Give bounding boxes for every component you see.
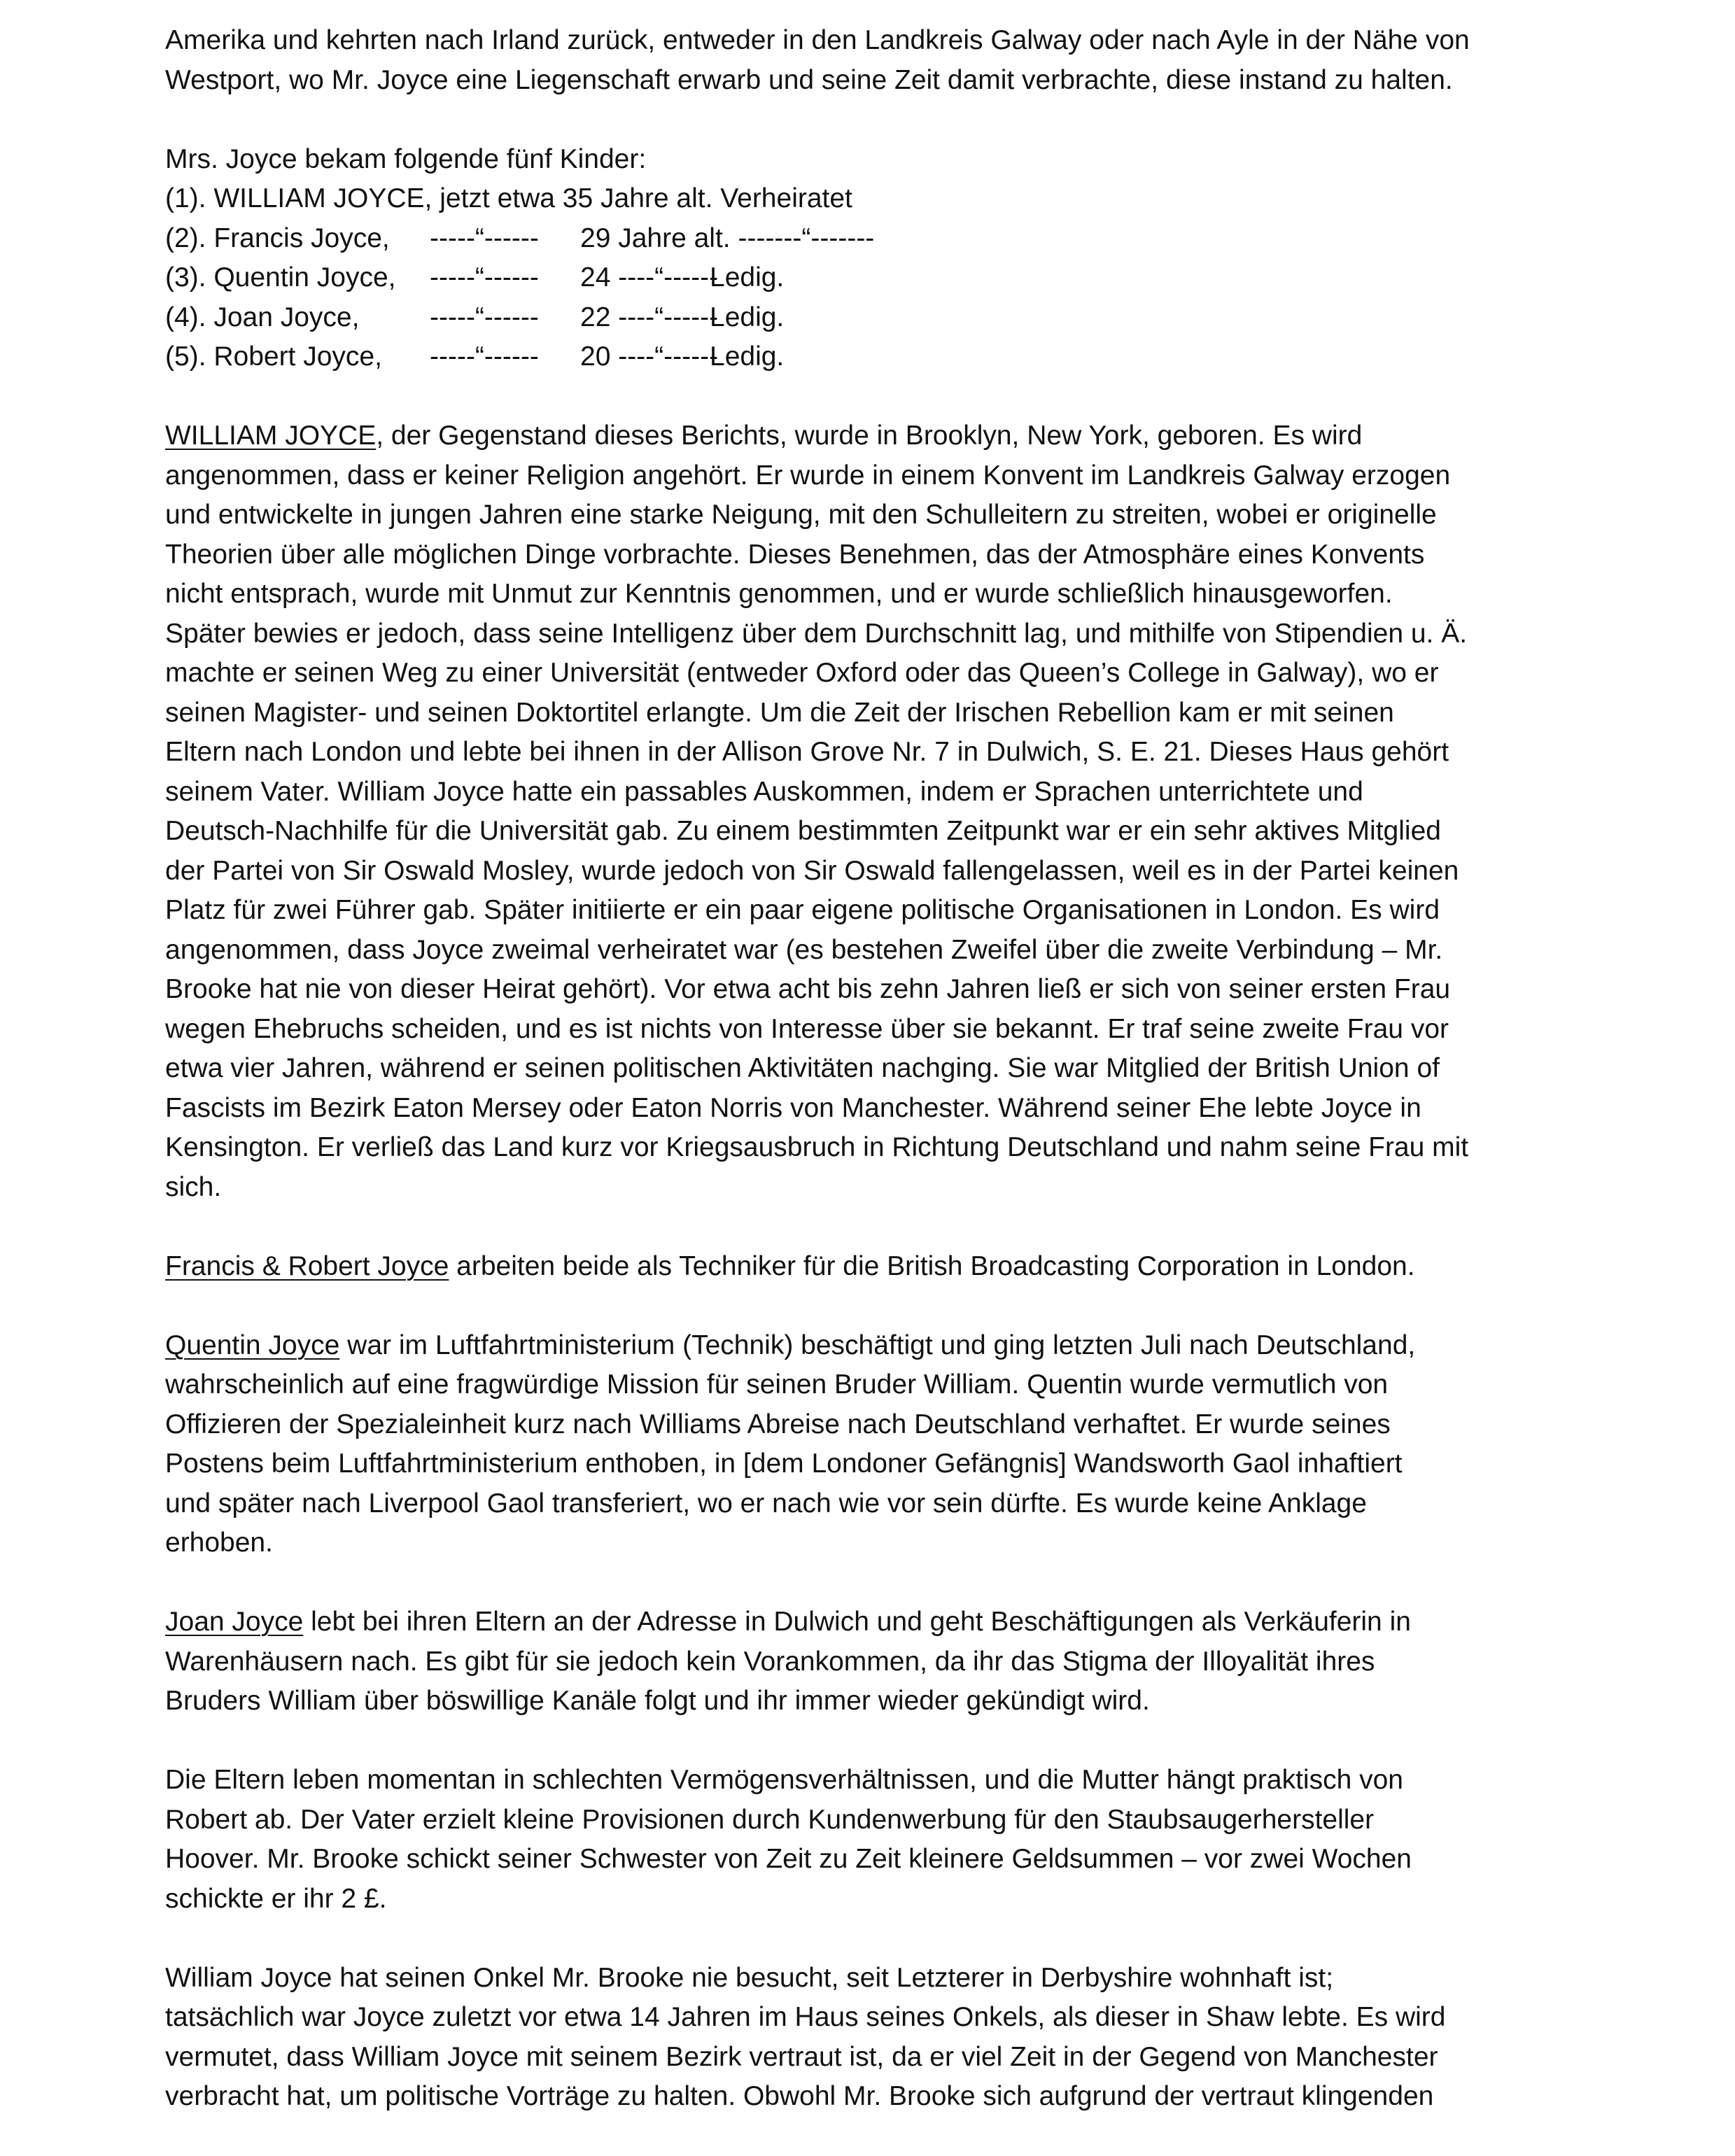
william-paragraph: [165, 416, 1593, 1207]
text-line: Postens beim Luftfahrtministerium enthoben, in [dem Londoner Gefängnis] Wandsworth Gaol inhaftiert: [165, 1449, 1403, 1479]
text-line: Amerika und kehrten nach Irland zurück, entweder in den Landkreis Galway oder nach Ayle in der Nähe von: [165, 25, 1470, 55]
text-line: Die Eltern leben momentan in schlechten Vermögensverhältnissen, und die Mutter hängt praktisch von: [165, 1765, 1403, 1795]
child-status: Ledig.: [710, 341, 785, 372]
child-age: 29 Jahre alt.: [580, 223, 731, 253]
text-line: erhoben.: [165, 1528, 273, 1558]
child-status: Ledig.: [710, 262, 785, 293]
text-line: angenommen, dass er keiner Religion angehört. Er wurde in einem Konvent im Landkreis Galway erzogen: [165, 460, 1451, 491]
child-entry: (1). WILLIAM JOYCE, jetzt etwa 35 Jahre alt. Verheiratet: [165, 183, 852, 213]
underlined-name: Francis & Robert Joyce: [165, 1250, 449, 1281]
child-ditto: -----“------: [430, 262, 539, 293]
text-line: Bruders William über böswillige Kanäle folgt und ihr immer wieder gekündigt wird.: [165, 1686, 1150, 1716]
text-line: Kensington. Er verließ das Land kurz vor Kriegsausbruch in Richtung Deutschland und nahm seine Frau mit: [165, 1132, 1469, 1162]
child-name: (2). Francis Joyce,: [165, 223, 390, 253]
text-line: [165, 1602, 1593, 1642]
underlined-name: Joan Joyce: [165, 1607, 304, 1637]
text-line: wegen Ehebruchs scheiden, und es ist nichts von Interesse über sie bekannt. Er traf seine zweite Frau vor: [165, 1013, 1449, 1044]
underlined-name: Quentin Joyce: [165, 1330, 340, 1360]
child-ditto: -----“------: [430, 341, 539, 372]
text-line: Robert ab. Der Vater erzielt kleine Provisionen durch Kundenwerbung für den Staubsaugerhersteller: [165, 1804, 1375, 1835]
text-line: nicht entsprach, wurde mit Unmut zur Kenntnis genommen, und er wurde schließlich hinausgeworfen.: [165, 579, 1393, 609]
text-line: Hoover. Mr. Brooke schickt seiner Schwester von Zeit zu Zeit kleinere Geldsummen – vor zwei Wochen: [165, 1844, 1412, 1874]
text-line: wahrscheinlich auf eine fragwürdige Mission für seinen Bruder William. Quentin wurde vermutlich von: [165, 1369, 1389, 1400]
text-line: Platz für zwei Führer gab. Später initiierte er ein paar eigene politische Organisationen in London. Es wird: [165, 895, 1440, 925]
text-line: angenommen, dass Joyce zweimal verheiratet war (es bestehen Zweifel über die zweite Verbindung – Mr.: [165, 934, 1443, 965]
text-line: tatsächlich war Joyce zuletzt vor etwa 14 Jahren im Haus seines Onkels, als dieser in Shaw lebte. Es wird: [165, 2002, 1446, 2032]
text-line: und entwickelte in jungen Jahren eine starke Neigung, mit den Schulleitern zu streiten, wobei er originelle: [165, 500, 1437, 530]
child-age: 22 ----“------: [580, 302, 719, 332]
francis-robert-paragraph: [165, 1247, 1593, 1287]
child-status: Ledig.: [710, 302, 785, 332]
children-list: [165, 140, 1593, 377]
text-line: [165, 1326, 1593, 1366]
text-line: Warenhäusern nach. Es gibt für sie jedoch kein Vorankommen, da ihr das Stigma der Illoyalität ihres: [165, 1646, 1375, 1677]
text-line: [165, 416, 1593, 456]
text-line: Fascists im Bezirk Eaton Mersey oder Eaton Norris von Manchester. Während seiner Ehe lebte Joyce in: [165, 1092, 1421, 1123]
child-name: (4). Joan Joyce,: [165, 302, 360, 332]
text-line: William Joyce hat seinen Onkel Mr. Brooke nie besucht, seit Letzterer in Derbyshire wohnhaft ist;: [165, 1962, 1334, 1993]
text-line: schickte er ihr 2 £.: [165, 1883, 387, 1914]
child-name: (5). Robert Joyce,: [165, 341, 382, 372]
child-row: [165, 337, 1593, 377]
text-line: Offizieren der Spezialeinheit kurz nach Williams Abreise nach Deutschland verhaftet. Er wurde seines: [165, 1409, 1391, 1439]
child-ditto: -----“------: [430, 302, 539, 332]
children-heading: Mrs. Joyce bekam folgende fünf Kinder:: [165, 143, 647, 174]
parents-paragraph: [165, 1761, 1593, 1919]
document-page: [165, 21, 1593, 2156]
text-span: , der Gegenstand dieses Berichts, wurde in Brooklyn, New York, geboren. Es wird: [376, 421, 1363, 451]
child-row: [165, 258, 1593, 298]
text-line: verbracht hat, um politische Vorträge zu halten. Obwohl Mr. Brooke sich aufgrund der vertraut klingenden: [165, 2081, 1434, 2111]
child-age: 24 ----“------: [580, 262, 719, 293]
text-line: etwa vier Jahren, während er seinen politischen Aktivitäten nachging. Sie war Mitglied der British Union of: [165, 1053, 1440, 1083]
child-status: -------“-------: [738, 223, 875, 253]
text-line: vermutet, dass William Joyce mit seinem Bezirk vertraut ist, da er viel Zeit in der Gegend von Manchester: [165, 2041, 1438, 2072]
text-line: Eltern nach London und lebte bei ihnen in der Allison Grove Nr. 7 in Dulwich, S. E. 21. Dieses Haus gehört: [165, 737, 1449, 767]
text-line: Deutsch-Nachhilfe für die Universität gab. Zu einem bestimmten Zeitpunkt war er ein sehr aktives Mitglied: [165, 816, 1441, 846]
text-line: und später nach Liverpool Gaol transferiert, wo er nach wie vor sein dürfte. Es wurde keine Anklage: [165, 1488, 1367, 1519]
quentin-paragraph: [165, 1326, 1593, 1563]
text-span: war im Luftfahrtministerium (Technik) beschäftigt und ging letzten Juli nach Deutschland,: [339, 1330, 1416, 1360]
child-row: [165, 298, 1593, 338]
text-line: Später bewies er jedoch, dass seine Intelligenz über dem Durchschnitt lag, und mithilfe von Stipendien u. Ä.: [165, 618, 1468, 649]
text-line: Westport, wo Mr. Joyce eine Liegenschaft erwarb und seine Zeit damit verbrachte, diese instand zu halten.: [165, 64, 1453, 95]
uncle-paragraph: [165, 1959, 1593, 2117]
child-age: 20 ----“------: [580, 341, 719, 372]
child-name: (3). Quentin Joyce,: [165, 262, 396, 293]
child-row: [165, 219, 1593, 259]
text-line: sich.: [165, 1171, 222, 1202]
text-line: Theorien über alle möglichen Dinge vorbrachte. Dieses Benehmen, das der Atmosphäre eines Konvents: [165, 539, 1425, 570]
text-line: [165, 1247, 1593, 1287]
joan-paragraph: [165, 1602, 1593, 1721]
intro-paragraph: [165, 21, 1593, 100]
text-span: arbeiten beide als Techniker für die British Broadcasting Corporation in London.: [449, 1250, 1415, 1281]
text-line: seinen Magister- und seinen Doktortitel erlangte. Um die Zeit der Irischen Rebellion kam er mit seinen: [165, 697, 1394, 728]
text-line: machte er seinen Weg zu einer Universität (entweder Oxford oder das Queen’s College in Galway), wo er: [165, 658, 1439, 688]
underlined-name: WILLIAM JOYCE: [165, 421, 377, 451]
text-span: lebt bei ihren Eltern an der Adresse in Dulwich und geht Beschäftigungen als Verkäuferin in: [303, 1607, 1411, 1637]
text-line: der Partei von Sir Oswald Mosley, wurde jedoch von Sir Oswald fallengelassen, weil es in der Partei keinen: [165, 855, 1459, 886]
text-line: Brooke hat nie von dieser Heirat gehört). Vor etwa acht bis zehn Jahren ließ er sich von seiner ersten Frau: [165, 974, 1451, 1004]
child-ditto: -----“------: [430, 223, 539, 253]
child-row: [165, 179, 1593, 219]
text-line: seinem Vater. William Joyce hatte ein passables Auskommen, indem er Sprachen unterrichtete und: [165, 776, 1363, 807]
